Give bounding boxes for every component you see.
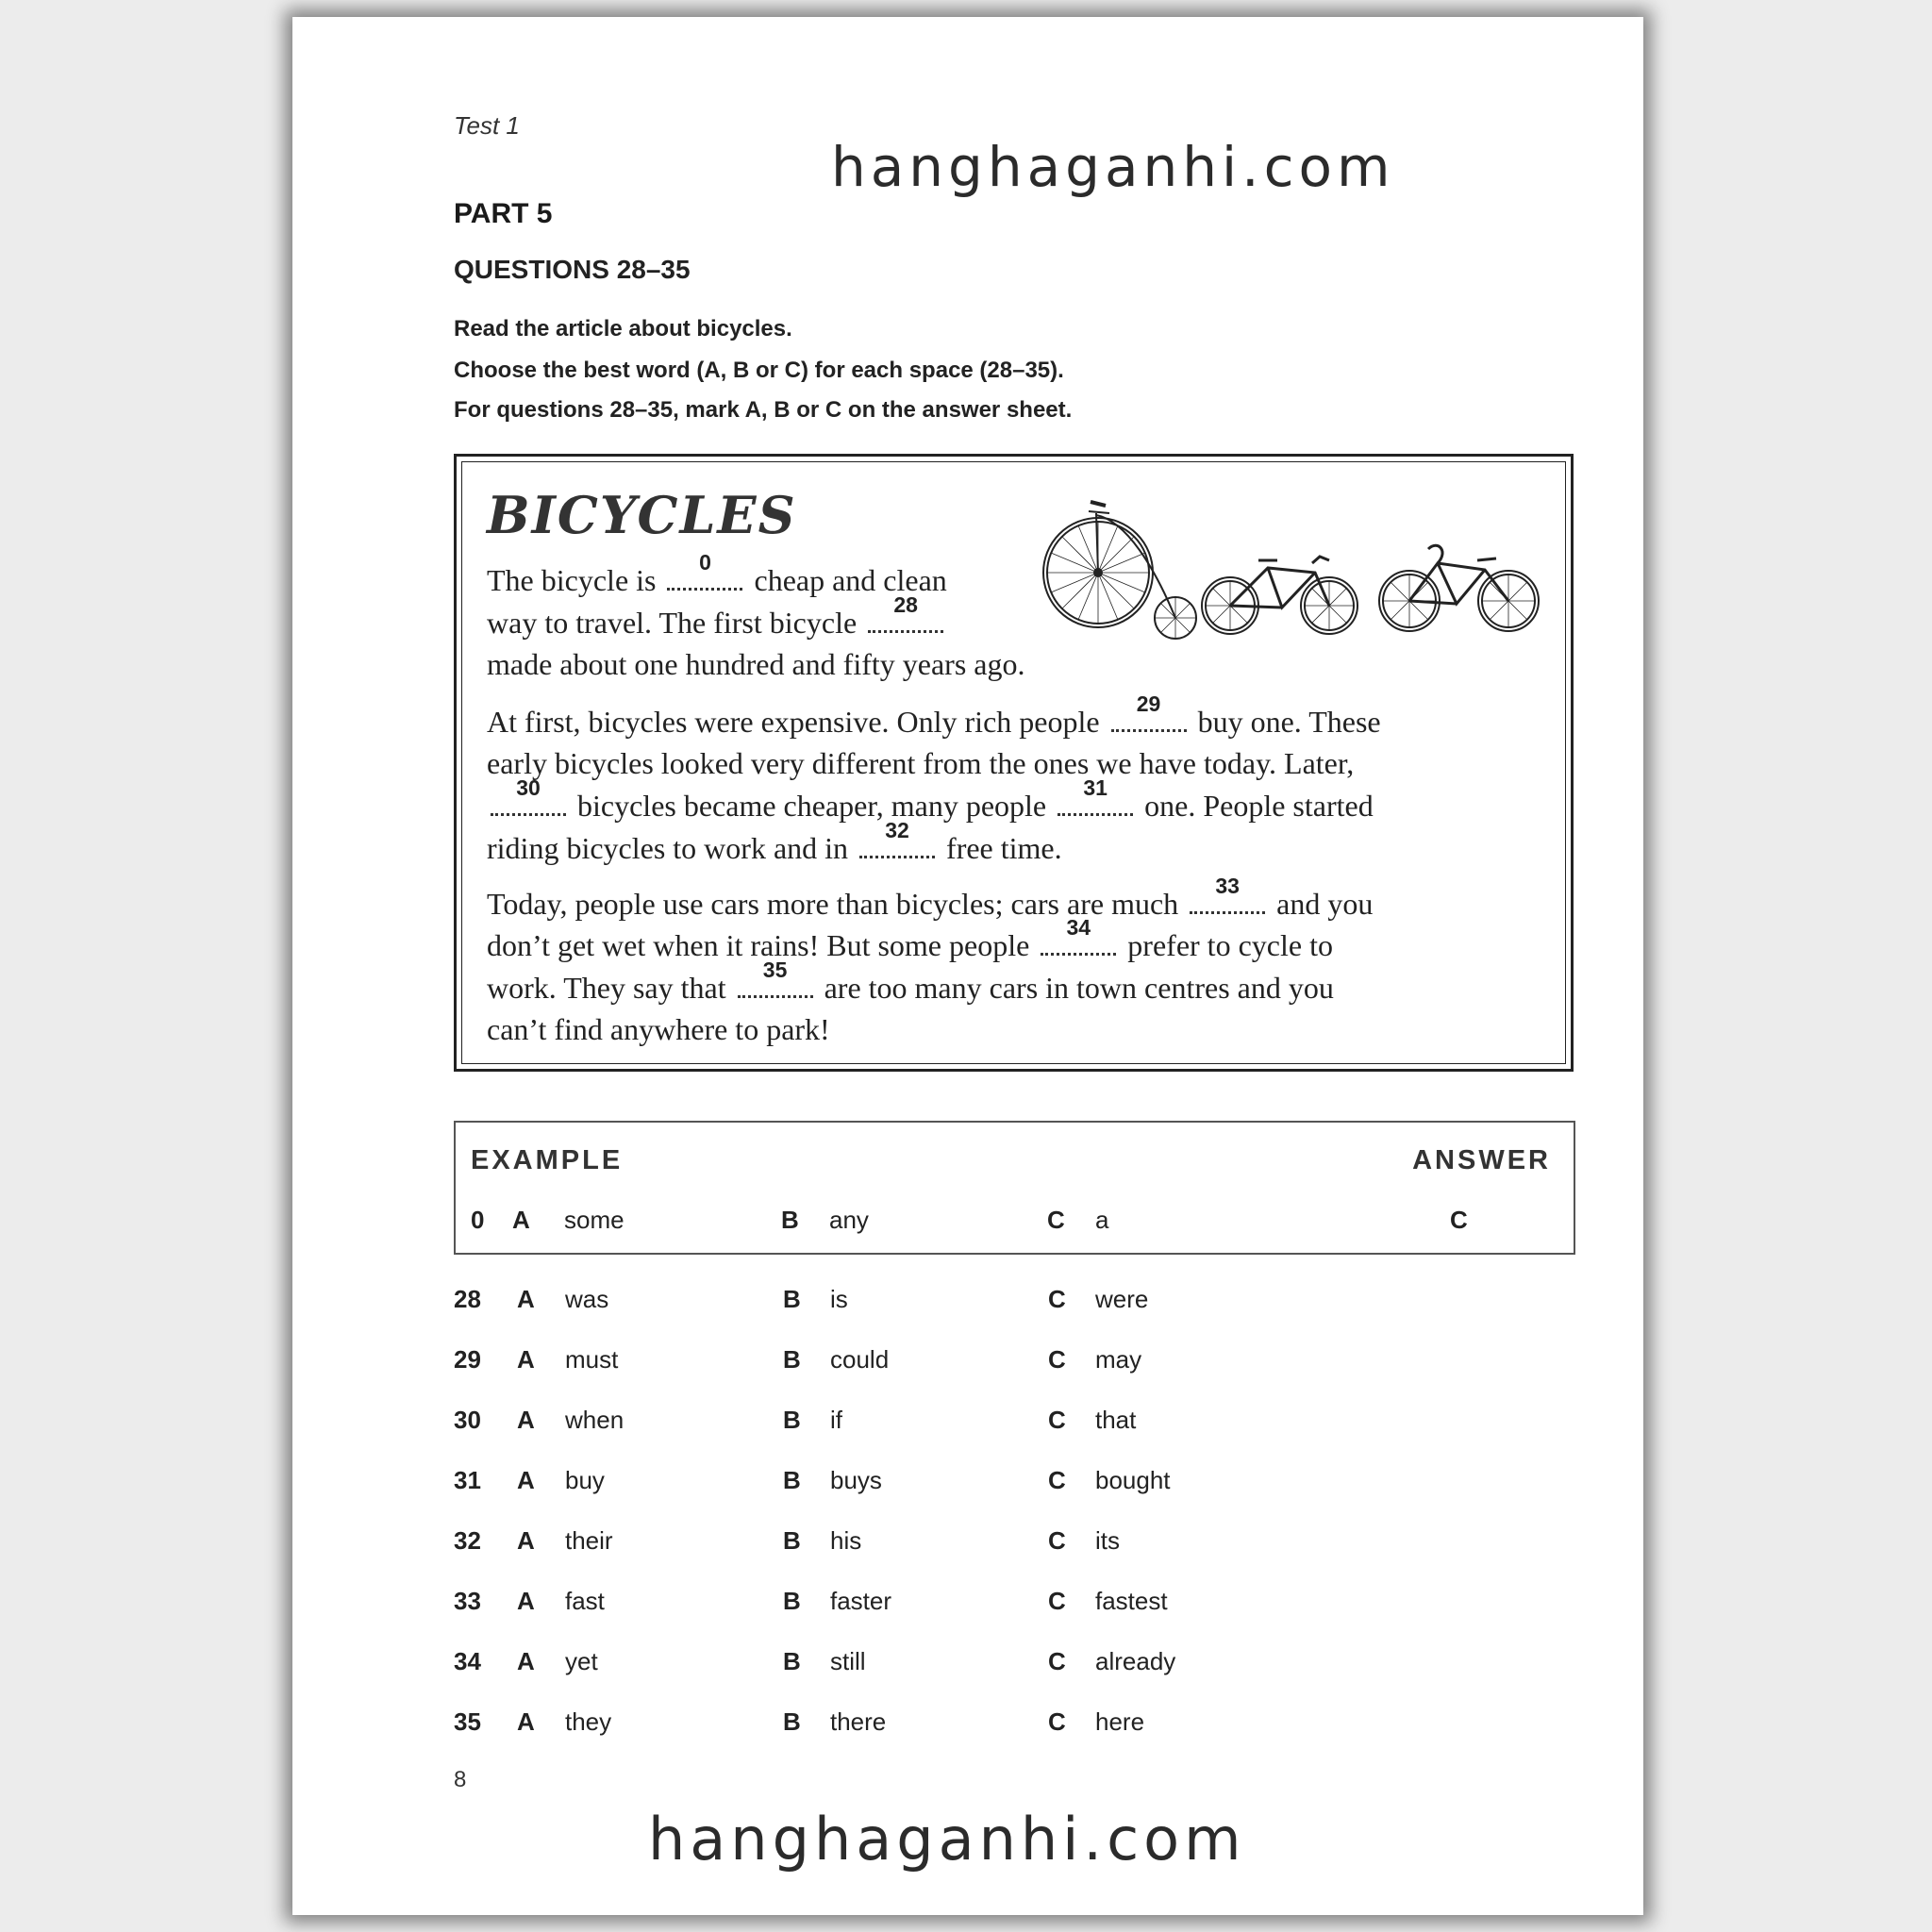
gap-number: 29 <box>1136 691 1161 716</box>
example-option-a: some <box>564 1206 625 1234</box>
option-b: his <box>830 1526 862 1555</box>
article-line <box>487 818 1062 866</box>
question-number: 34 <box>454 1647 481 1675</box>
instruction-2: Choose the best word (A, B or C) for each space (28–35). <box>454 358 1064 383</box>
question-number: 30 <box>454 1406 481 1434</box>
question-number: 33 <box>454 1587 481 1615</box>
option-letter-b: B <box>783 1345 801 1374</box>
article-text-segment: work. They say that <box>487 971 734 1005</box>
question-number: 35 <box>454 1707 481 1736</box>
article-text-segment: At first, bicycles were expensive. Only rich people <box>487 705 1108 739</box>
option-letter-c: C <box>1048 1707 1066 1736</box>
example-number: 0 <box>471 1206 485 1234</box>
option-a: their <box>565 1526 613 1555</box>
option-a: was <box>565 1285 609 1313</box>
question-number: 32 <box>454 1526 481 1555</box>
watermark-bottom: hanghaganhi.com <box>648 1805 1246 1874</box>
option-letter-c: C <box>1048 1466 1066 1494</box>
option-letter-b: B <box>783 1647 801 1675</box>
option-c: here <box>1095 1707 1145 1736</box>
option-letter-a: A <box>517 1707 535 1736</box>
gap-28 <box>868 592 943 633</box>
article-text-segment: can’t find anywhere to park! <box>487 1012 830 1046</box>
running-head: Test 1 <box>454 111 520 140</box>
option-letter-c: C <box>1048 1406 1066 1434</box>
article-text-segment: and you <box>1269 887 1374 921</box>
article-text-segment: prefer to cycle to <box>1120 928 1333 962</box>
option-letter-a: A <box>517 1345 535 1374</box>
penny-farthing-icon <box>1043 502 1196 639</box>
option-letter-b: B <box>783 1406 801 1434</box>
option-letter-b: B <box>783 1587 801 1615</box>
bicycles-illustration <box>1041 492 1551 643</box>
article-text-segment: bicycles became cheaper, many people <box>570 789 1055 823</box>
question-range: QUESTIONS 28–35 <box>454 255 691 284</box>
option-letter-c: C <box>1048 1647 1066 1675</box>
option-letter-a: A <box>517 1647 535 1675</box>
article-box <box>454 454 1574 1072</box>
question-number: 29 <box>454 1345 481 1374</box>
article-line <box>487 746 1354 781</box>
gap-0 <box>667 550 742 591</box>
gap-number: 33 <box>1215 874 1240 898</box>
question-number: 28 <box>454 1285 481 1313</box>
option-letter-b: B <box>781 1206 799 1234</box>
option-a: must <box>565 1345 619 1374</box>
option-letter-c: C <box>1047 1206 1065 1234</box>
option-a: buy <box>565 1466 605 1494</box>
option-a: when <box>565 1406 625 1434</box>
article-text-segment: The bicycle is <box>487 563 664 597</box>
gap-number: 34 <box>1066 915 1091 940</box>
article-line <box>487 915 1333 963</box>
watermark-top: hanghaganhi.com <box>831 135 1395 199</box>
option-c: that <box>1095 1406 1137 1434</box>
option-letter-b: B <box>783 1466 801 1494</box>
option-letter-a: A <box>517 1466 535 1494</box>
article-text-segment: don’t get wet when it rains! But some people <box>487 928 1038 962</box>
article-text-segment: one. People started <box>1137 789 1374 823</box>
article-line <box>487 958 1334 1006</box>
option-letter-a: A <box>517 1285 535 1313</box>
page-number: 8 <box>454 1767 467 1792</box>
article-text-segment: riding bicycles to work and in <box>487 831 857 865</box>
option-letter-b: B <box>783 1526 801 1555</box>
question-number: 31 <box>454 1466 481 1494</box>
gap-34 <box>1041 915 1116 956</box>
article-line <box>487 691 1381 740</box>
option-letter-a: A <box>512 1206 530 1234</box>
article-text-segment: are too many cars in town centres and you <box>816 971 1334 1005</box>
option-letter-a: A <box>517 1406 535 1434</box>
option-a: fast <box>565 1587 605 1615</box>
article-line <box>487 647 1024 682</box>
gap-35 <box>738 958 813 998</box>
article-text-segment: Today, people use cars more than bicycles; cars are much <box>487 887 1187 921</box>
example-answer: C <box>1450 1206 1468 1234</box>
option-b: buys <box>830 1466 882 1494</box>
answer-heading: ANSWER <box>1412 1145 1551 1175</box>
example-heading: EXAMPLE <box>471 1145 624 1175</box>
gap-29 <box>1111 691 1187 732</box>
option-b: could <box>830 1345 890 1374</box>
option-c: were <box>1095 1285 1149 1313</box>
option-letter-a: A <box>517 1526 535 1555</box>
bicycle-icon <box>1202 557 1357 634</box>
example-box <box>454 1121 1575 1255</box>
gap-number: 0 <box>699 550 711 575</box>
option-letter-b: B <box>783 1285 801 1313</box>
option-a: yet <box>565 1647 598 1675</box>
option-c: already <box>1095 1647 1176 1675</box>
option-c: bought <box>1095 1466 1171 1494</box>
option-letter-c: C <box>1048 1587 1066 1615</box>
option-b: is <box>830 1285 848 1313</box>
instruction-3: For questions 28–35, mark A, B or C on the answer sheet. <box>454 397 1073 423</box>
option-b: if <box>830 1406 842 1434</box>
article-text-segment: early bicycles looked very different from the ones we have today. Later, <box>487 746 1355 780</box>
instruction-1: Read the article about bicycles. <box>454 316 792 341</box>
option-c: may <box>1095 1345 1142 1374</box>
gap-number: 28 <box>893 592 918 617</box>
article-line <box>487 874 1374 922</box>
article-line <box>487 1012 830 1047</box>
option-b: there <box>830 1707 887 1736</box>
article-line <box>487 592 947 641</box>
option-a: they <box>565 1707 612 1736</box>
example-option-b: any <box>829 1206 869 1234</box>
option-letter-a: A <box>517 1587 535 1615</box>
article-text-segment: buy one. These <box>1190 705 1381 739</box>
article-title: BICYCLES <box>487 485 797 545</box>
gap-32 <box>859 818 935 858</box>
gap-33 <box>1190 874 1265 914</box>
article-text-segment: cheap and clean <box>746 563 947 597</box>
article-text-segment: made about one hundred and fifty years ago. <box>487 647 1025 681</box>
gap-number: 35 <box>762 958 788 982</box>
option-c: its <box>1095 1526 1120 1555</box>
option-letter-c: C <box>1048 1526 1066 1555</box>
worksheet-page <box>292 17 1643 1915</box>
article-text-segment: free time. <box>939 831 1062 865</box>
option-letter-b: B <box>783 1707 801 1736</box>
option-b: still <box>830 1647 866 1675</box>
part-title: PART 5 <box>454 198 553 229</box>
bicycle-icon <box>1379 545 1539 631</box>
option-b: faster <box>830 1587 892 1615</box>
option-c: fastest <box>1095 1587 1168 1615</box>
example-option-c: a <box>1095 1206 1109 1234</box>
gap-number: 32 <box>885 818 909 842</box>
gap-31 <box>1058 775 1133 816</box>
option-letter-c: C <box>1048 1345 1066 1374</box>
article-text-segment: way to travel. The first bicycle <box>487 606 865 640</box>
gap-number: 31 <box>1083 775 1108 800</box>
gap-number: 30 <box>516 775 541 800</box>
option-letter-c: C <box>1048 1285 1066 1313</box>
gap-30 <box>491 775 566 816</box>
